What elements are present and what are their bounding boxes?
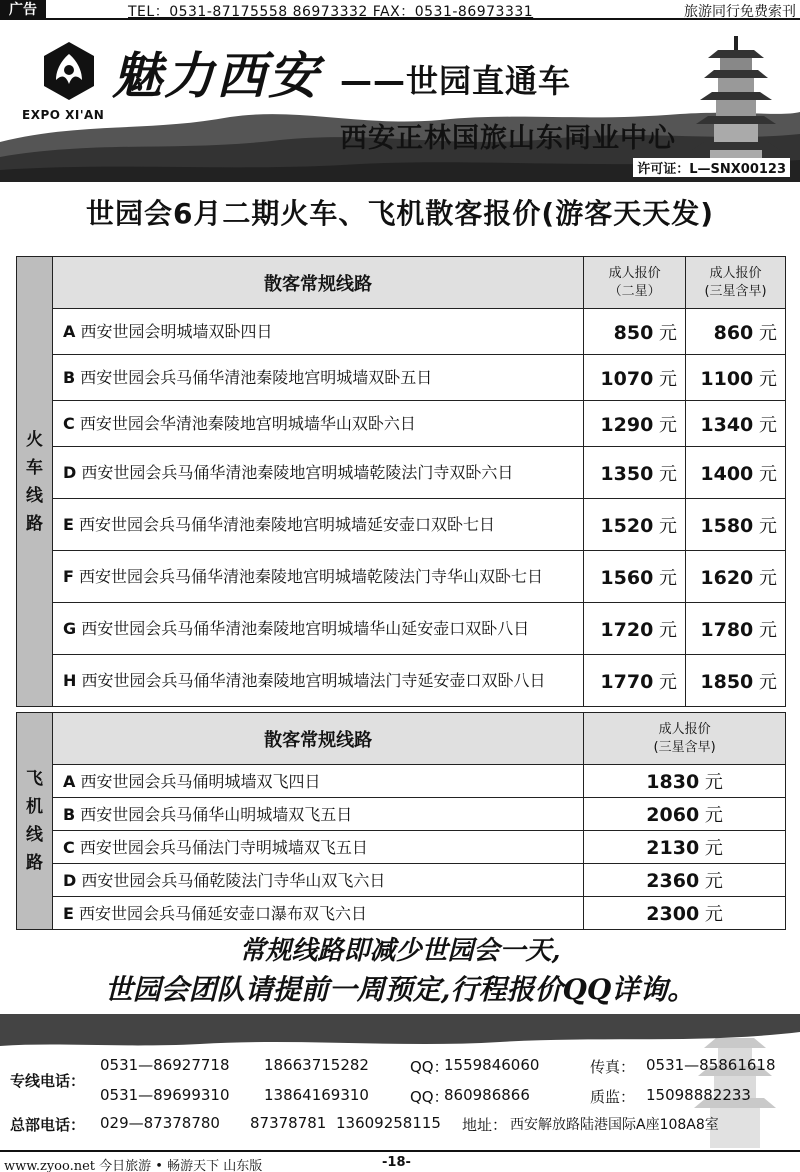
pagoda-icon [688,36,784,176]
table-row [17,499,786,551]
address-label: 地址： [462,1116,508,1134]
price-cell: 1290 元 [584,401,686,447]
route-cell: B 西安世园会兵马俑华山明城墙双飞五日 [52,798,583,831]
bottom-bar [0,1150,800,1172]
route-cell: A 西安世园会明城墙双卧四日 [52,309,583,355]
hq-phone-1: 029—87378780 [100,1114,220,1132]
footer-wave-decoration [0,1014,800,1054]
hq-phone-label: 总部电话： [10,1116,86,1134]
fax-number: 0531—85861618 [646,1056,776,1074]
price-cell: 2060 元 [584,798,786,831]
address: 西安解放路陆港国际A座108A8室 [510,1117,719,1133]
qq-2: 860986866 [444,1086,530,1104]
price-cell: 1520 元 [584,499,686,551]
route-cell: E 西安世园会兵马俑延安壶口瀑布双飞六日 [52,897,583,930]
website-line: www.zyoo.net 今日旅游 • 畅游天下 山东版 [4,1159,263,1172]
price-cell: 1400 元 [686,447,786,499]
price-cell: 1850 元 [686,655,786,707]
qq-label-2: QQ： [410,1088,449,1106]
price-cell: 1720 元 [584,603,686,655]
top-contact-line: TEL：0531-87175558 86973332 FAX：0531-86973331 [128,4,534,20]
hotline-mobile-2: 13864169310 [264,1086,369,1104]
price-cell: 850 元 [584,309,686,355]
price-cell: 1830 元 [584,765,786,798]
fax-label: 传真： [590,1058,636,1076]
table-row [17,551,786,603]
footer-contacts [0,1014,800,1148]
train-side-label: 火 车 线 路 [17,257,53,707]
route-cell: H 西安世园会兵马俑华清池秦陵地宫明城墙法门寺延安壶口双卧八日 [52,655,583,707]
page-number: -18- [382,1155,411,1170]
quality-number: 15098882233 [646,1086,751,1104]
route-cell: C 西安世园会兵马俑法门寺明城墙双飞五日 [52,831,583,864]
price-cell: 2130 元 [584,831,786,864]
hotline-1: 0531—86927718 [100,1056,230,1074]
hotline-2: 0531—89699310 [100,1086,230,1104]
price-cell: 860 元 [686,309,786,355]
hq-phone-2: 87378781 [250,1114,327,1132]
train-price-table [16,256,786,707]
price-title: 世园会6月二期火车、飞机散客报价(游客天天发) [85,197,715,230]
route-cell: F 西安世园会兵马俑华清池秦陵地宫明城墙乾陵法门寺华山双卧七日 [52,551,583,603]
header-banner [0,22,800,182]
price-cell: 2360 元 [584,864,786,897]
hotline-label: 专线电话： [10,1072,86,1090]
top-right-text: 旅游同行免费索刊 [684,4,796,20]
table-row [17,355,786,401]
price-cell: 1620 元 [686,551,786,603]
price-cell: 1070 元 [584,355,686,401]
qq-1: 1559846060 [444,1056,540,1074]
table-row [17,897,786,930]
ad-tag: 广告 [0,0,46,20]
route-cell: A 西安世园会兵马俑明城墙双飞四日 [52,765,583,798]
hotline-mobile-1: 18663715282 [264,1056,369,1074]
route-cell: G 西安世园会兵马俑华清池秦陵地宫明城墙华山延安壶口双卧八日 [52,603,583,655]
route-cell: D 西安世园会兵马俑乾陵法门寺华山双飞六日 [52,864,583,897]
flight-route-header: 散客常规线路 [52,713,583,765]
route-cell: D 西安世园会兵马俑华清池秦陵地宫明城墙乾陵法门寺双卧六日 [52,447,583,499]
flight-price-header: 成人报价 (三星含早) [584,713,786,765]
table-row [17,864,786,897]
price-cell: 1580 元 [686,499,786,551]
hq-phone-3: 13609258115 [336,1114,441,1132]
brand-subtitle: ——世园直通车 [340,62,572,100]
train-header-row [17,257,786,309]
price-cell: 1560 元 [584,551,686,603]
train-price-header-two-star: 成人报价 （二星） [584,257,686,309]
price-cell: 2300 元 [584,897,786,930]
table-row [17,447,786,499]
flight-price-table [16,712,786,930]
top-bar [0,0,800,20]
table-row [17,401,786,447]
price-cell: 1340 元 [686,401,786,447]
table-row [17,603,786,655]
price-cell: 1350 元 [584,447,686,499]
quality-label: 质监： [590,1088,636,1106]
train-route-header: 散客常规线路 [52,257,583,309]
brand-title: 魅力西安 [112,46,320,105]
qq-label-1: QQ： [410,1058,449,1076]
expo-logo-icon [38,40,100,102]
table-row [17,655,786,707]
route-cell: E 西安世园会兵马俑华清池秦陵地宫明城墙延安壶口双卧七日 [52,499,583,551]
note-line-2: 世园会团队请提前一周预定,行程报价QQ详询。 [104,973,696,1006]
price-cell: 1770 元 [584,655,686,707]
price-cell: 1100 元 [686,355,786,401]
flight-header-row [17,713,786,765]
train-price-header-three-star: 成人报价 (三星含早) [686,257,786,309]
flight-side-label: 飞 机 线 路 [17,713,53,930]
price-cell: 1780 元 [686,603,786,655]
brand-organization: 西安正林国旅山东同业中心 [340,123,676,154]
route-cell: C 西安世园会华清池秦陵地宫明城墙华山双卧六日 [52,401,583,447]
note-line-1: 常规线路即减少世园会一天, [239,936,561,966]
table-row [17,831,786,864]
table-row [17,309,786,355]
table-row [17,798,786,831]
logo-text: EXPO XI'AN [22,108,105,122]
route-cell: B 西安世园会兵马俑华清池秦陵地宫明城墙双卧五日 [52,355,583,401]
table-row [17,765,786,798]
license-number: 许可证：L—SNX00123 [633,158,790,177]
